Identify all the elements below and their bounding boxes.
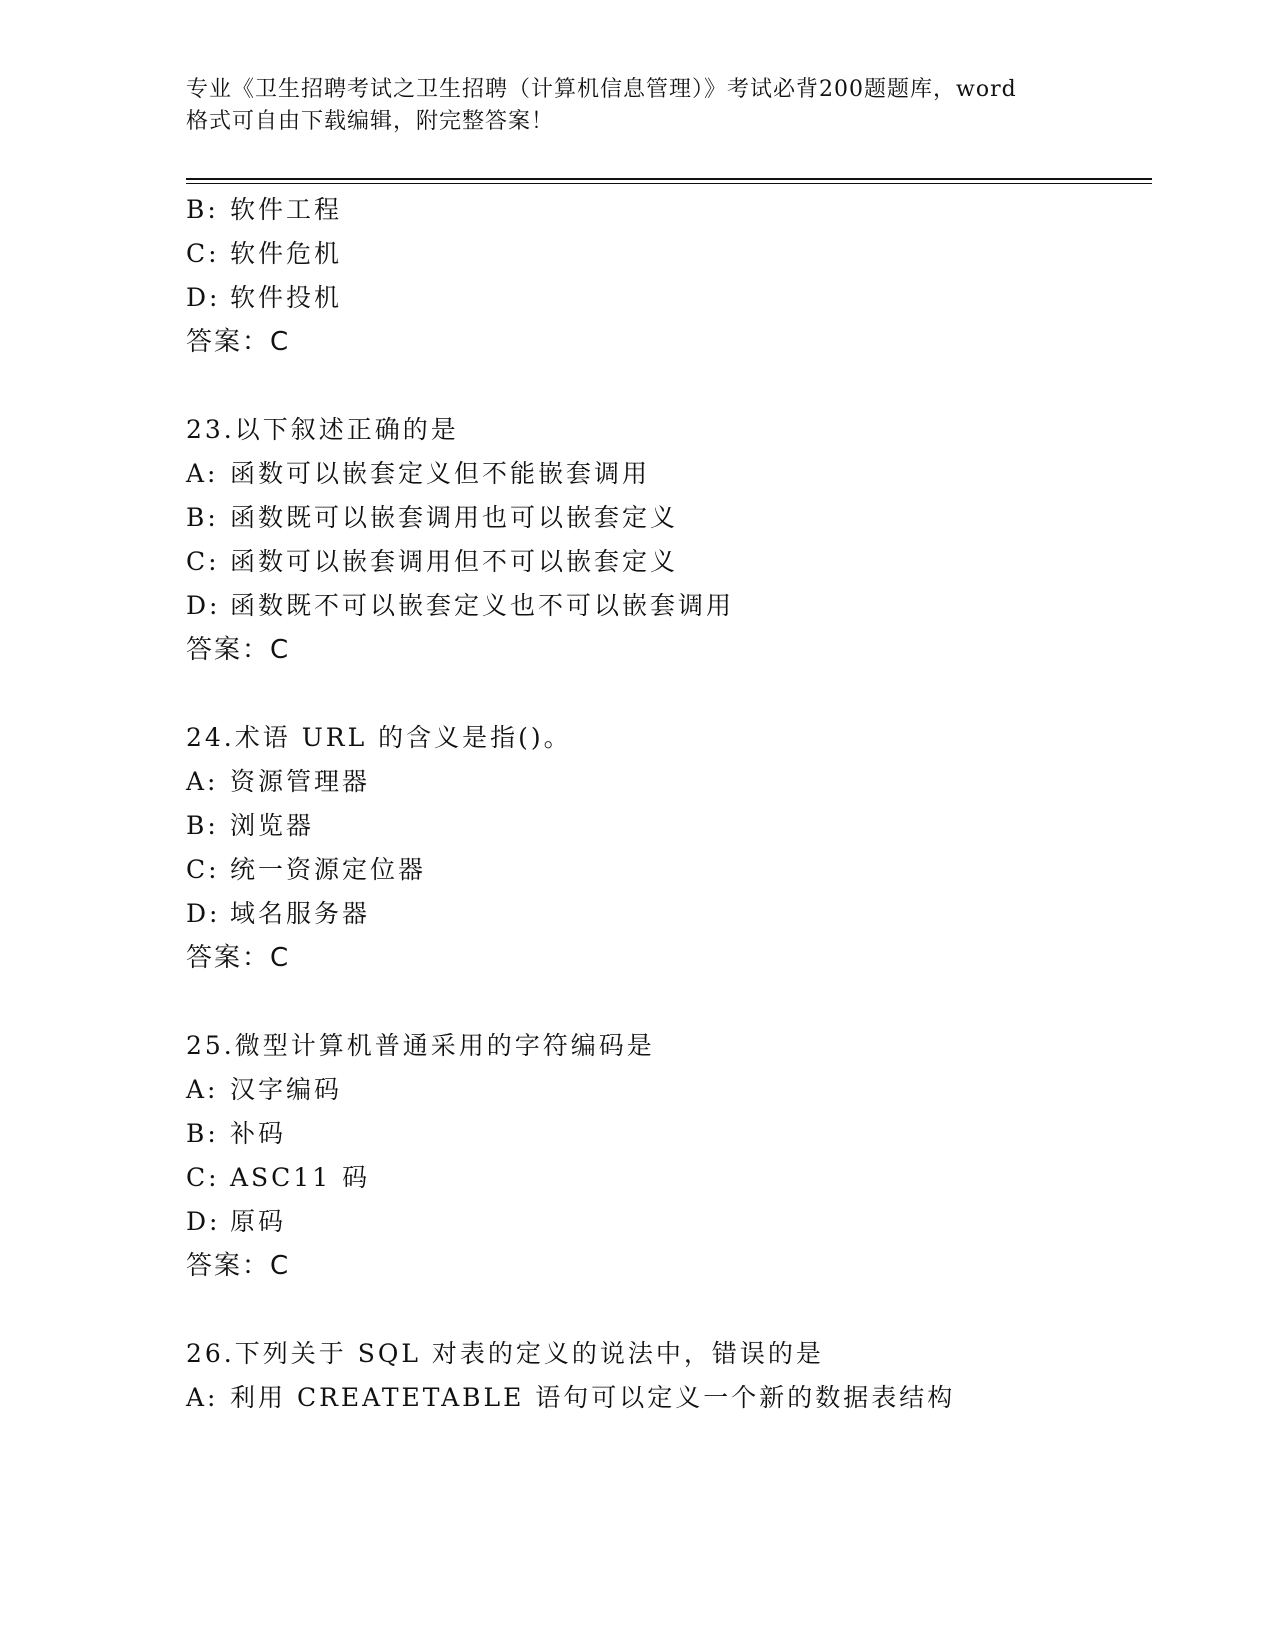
- option-label: A:: [186, 459, 219, 488]
- q22-option-c: [186, 238, 342, 270]
- option-label: B:: [186, 503, 219, 532]
- option-text: 域名服务器: [230, 899, 371, 928]
- option-label: C:: [186, 547, 220, 576]
- option-label: C:: [186, 1163, 220, 1192]
- q22-option-b: [186, 194, 342, 226]
- header-rule-thin: [186, 183, 1152, 184]
- q24-question: 24.术语 URL 的含义是指()。: [186, 723, 572, 752]
- q22-option-d: [186, 282, 342, 314]
- option-label: D:: [186, 899, 221, 928]
- q23-question: 23.以下叙述正确的是: [186, 415, 459, 444]
- q23-answer: 答案：C: [186, 635, 291, 665]
- option-text: 函数既不可以嵌套定义也不可以嵌套调用: [230, 591, 735, 620]
- header-line-1: 专业《卫生招聘考试之卫生招聘（计算机信息管理）》考试必背200题题库，word: [186, 77, 1017, 102]
- option-text: 函数既可以嵌套调用也可以嵌套定义: [230, 503, 679, 532]
- option-text: ASC11 码: [230, 1163, 371, 1192]
- q24-option-d: [186, 898, 370, 930]
- option-text: 软件工程: [230, 195, 343, 224]
- option-label: B:: [186, 195, 219, 224]
- option-label: D:: [186, 283, 221, 312]
- option-label: C:: [186, 855, 220, 884]
- option-text: 函数可以嵌套调用但不可以嵌套定义: [230, 547, 679, 576]
- option-label: C:: [186, 239, 220, 268]
- option-text: 资源管理器: [230, 767, 371, 796]
- q25-answer: 答案：C: [186, 1251, 291, 1281]
- q23-option-d: [186, 590, 734, 622]
- option-text: 汉字编码: [230, 1075, 343, 1104]
- option-text: 原码: [230, 1207, 287, 1236]
- option-text: 函数可以嵌套定义但不能嵌套调用: [230, 459, 651, 488]
- q25-question: 25.微型计算机普通采用的字符编码是: [186, 1031, 655, 1060]
- q24-option-b: [186, 810, 314, 842]
- q25-option-c: [186, 1162, 370, 1194]
- option-label: D:: [186, 591, 221, 620]
- header-line-2: 格式可自由下载编辑，附完整答案！: [186, 109, 555, 134]
- option-label: B:: [186, 811, 219, 840]
- q24-answer: 答案：C: [186, 943, 291, 973]
- q23-option-b: [186, 502, 678, 534]
- option-text: 浏览器: [230, 811, 315, 840]
- q26-question: 26.下列关于 SQL 对表的定义的说法中，错误的是: [186, 1339, 824, 1368]
- option-text: 统一资源定位器: [230, 855, 427, 884]
- option-label: A:: [186, 1075, 219, 1104]
- option-label: A:: [186, 767, 219, 796]
- q23-option-c: [186, 546, 678, 578]
- q22-answer: 答案：C: [186, 327, 291, 357]
- option-label: A:: [186, 1383, 219, 1412]
- q25-option-b: [186, 1118, 286, 1150]
- q25-option-a: [186, 1074, 342, 1106]
- option-text: 利用 CREATETABLE 语句可以定义一个新的数据表结构: [230, 1383, 956, 1412]
- q25-option-d: [186, 1206, 286, 1238]
- document-header: [186, 74, 1086, 138]
- option-text: 补码: [230, 1119, 287, 1148]
- option-label: D:: [186, 1207, 221, 1236]
- q24-option-a: [186, 766, 370, 798]
- option-text: 软件危机: [230, 239, 343, 268]
- q23-option-a: [186, 458, 650, 490]
- option-text: 软件投机: [230, 283, 343, 312]
- q24-option-c: [186, 854, 426, 886]
- q26-option-a: [186, 1382, 955, 1414]
- option-label: B:: [186, 1119, 219, 1148]
- header-rule-thick: [186, 178, 1152, 180]
